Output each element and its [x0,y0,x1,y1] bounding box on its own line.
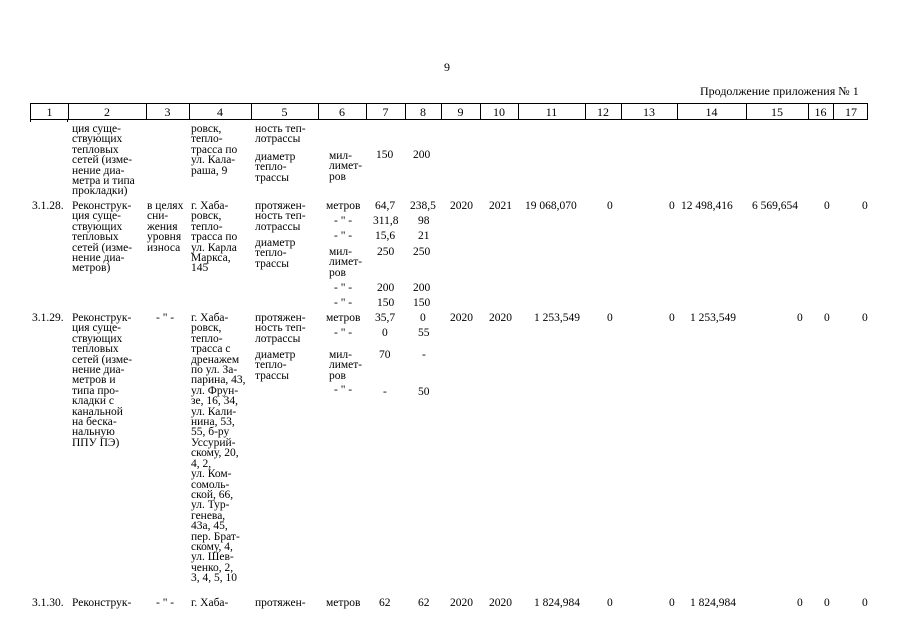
row-128-param-length: протяжен- ность теп- лотрассы [255,200,306,233]
row-129-col17: 0 [862,312,868,324]
header-cell: 1 [46,105,53,119]
row-128-unit-rep: - " - [334,282,353,294]
table-header [30,103,868,120]
row-130-address: г. Хаба- [191,597,229,609]
row-128-col17: 0 [862,200,868,212]
row-129-unit-m: метров [326,312,361,324]
cont-unit-mm: мил- лимет- ров [329,150,363,183]
header-cell: 12 [597,105,609,119]
row-130-col7-value: 62 [379,597,391,609]
row-130-col15: 0 [797,597,803,609]
row-128-col8-value: 98 [418,215,430,227]
row-129-col8-value: 50 [418,386,430,398]
header-cell: 4 [217,105,223,119]
row-128-col8-value: 250 [413,246,431,258]
row-129-param-length: протяжен- ность теп- лотрассы [255,312,306,345]
row-129-col14: 1 253,549 [690,312,736,324]
row-128-total: 19 068,070 [525,200,577,212]
header-cell: 13 [643,105,655,119]
row-128-col12: 0 [607,200,613,212]
row-130-number: 3.1.30. [32,597,64,609]
row-128-col8-value: 150 [413,297,431,309]
header-cell: 17 [845,105,857,119]
cont-col8: 200 [413,149,431,161]
cont-name: ция суще- ствующих тепловых сетей (изме- нение диа- метра и типа прокладки) [72,123,135,198]
page-number: 9 [444,60,450,74]
row-128-unit-mm: мил- лимет- ров [329,246,363,279]
row-129-goal: - " - [156,312,175,324]
row-130-col8-value: 62 [418,597,430,609]
row-128-col8-value: 21 [418,230,430,242]
row-129-col8-value: 55 [418,327,430,339]
row-129-col12: 0 [607,312,613,324]
row-128-col7-value: 150 [377,297,395,309]
row-129-col16: 0 [824,312,830,324]
header-cell: 5 [281,105,288,119]
row-128-goal: в целях сни- жения уровня износа [147,200,184,254]
header-cell: 8 [420,105,426,119]
header-cell: 3 [164,105,171,119]
row-130-year-start: 2020 [450,597,473,609]
cont-col7: 150 [376,149,394,161]
row-128-col7-value: 311,8 [373,215,399,227]
row-128-unit-m: метров [326,200,361,212]
row-128-year-end: 2021 [489,200,512,212]
row-129-col8-value: - [422,349,426,361]
row-129-col15: 0 [797,312,803,324]
row-128-col15: 6 569,654 [752,200,798,212]
header-cell: 16 [814,105,827,119]
row-128-col7-value: 15,6 [375,230,396,242]
row-129-col7-value: 70 [379,349,391,361]
row-128-param-diameter: диаметр тепло- трассы [255,237,296,270]
row-130-col14: 1 824,984 [690,597,736,609]
header-cell: 14 [705,105,718,119]
row-128-unit-rep: - " - [334,215,353,227]
row-128-unit-rep: - " - [334,230,353,242]
row-130-col12: 0 [607,597,613,609]
row-129-address: г. Хаба- ровск, тепло- трасса с дренажем по ул. За- парина, 43, ул. Фрун- зе, 16, 34, ул. Кали- нина, 53, 55, б-ру Уссурий- скому, 20, 4, 2, ул. Ком- сомоль- ской, 66, ул. Тур- генева, 43а, 45, пер. Брат- скому, 4, ул. Шев- ченко, 2, 3, 4, 5, 10 [191,312,246,585]
row-128-number: 3.1.28. [32,200,64,212]
cont-address: ровск, тепло- трасса по ул. Кала- раша, 9 [191,123,238,177]
row-129-name: Реконструк- ция суще- ствующих тепловых сетей (изме- нение диа- метров и типа про- кладки с канальной на беска- нальную ППУ ПЭ) [72,312,133,449]
row-129-unit-mm: мил- лимет- ров [329,349,363,382]
row-128-address: г. Хаба- ровск, тепло- трасса по ул. Карла Маркса, 145 [191,200,238,275]
column-divider [67,120,68,122]
row-130-col16: 0 [824,597,830,609]
row-130-name: Реконструк- [72,597,132,609]
row-130-year-end: 2020 [489,597,512,609]
header-cell: 11 [545,105,558,119]
appendix-caption: Продолжение приложения № 1 [700,84,859,98]
row-128-col7-value: 200 [377,282,395,294]
row-129-year-end: 2020 [489,312,512,324]
cont-param-diameter: диаметр тепло- трассы [255,151,296,184]
row-128-unit-rep: - " - [334,297,353,309]
row-128-col14: 12 498,416 [681,200,733,212]
header-cell: 2 [104,105,110,119]
row-129-unit-rep: - " - [334,327,353,339]
row-128-col8-value: 238,5 [410,200,436,212]
row-129-number: 3.1.29. [32,312,64,324]
row-129-col8-value: 0 [420,312,426,324]
row-128-col16: 0 [824,200,830,212]
header-cell: 15 [771,105,783,119]
header-cell: 9 [457,105,464,119]
row-129-unit-rep: - " - [334,384,353,396]
row-130-param-length: протяжен- [255,597,306,609]
row-130-total: 1 824,984 [534,597,580,609]
row-130-goal: - " - [156,597,175,609]
row-129-year-start: 2020 [450,312,473,324]
row-128-col13: 0 [669,200,675,212]
cont-param-length: ность теп- лотрассы [255,123,306,146]
row-130-col13: 0 [669,597,675,609]
row-129-col7-value: - [383,386,387,398]
row-129-col7-value: 0 [382,327,388,339]
row-128-col7-value: 250 [377,246,395,258]
column-divider [30,120,31,122]
row-129-col7-value: 35,7 [375,312,396,324]
row-130-col17: 0 [862,597,868,609]
row-129-param-diameter: диаметр тепло- трассы [255,349,296,382]
header-cell: 6 [339,105,345,119]
row-128-col7-value: 64,7 [375,200,396,212]
row-128-name: Реконструк- ция суще- ствующих тепловых сетей (изме- нение диа- метров) [72,200,133,275]
row-128-year-start: 2020 [450,200,473,212]
header-cell: 7 [382,105,389,119]
header-cell: 10 [493,105,505,119]
row-129-col13: 0 [669,312,675,324]
row-129-total: 1 253,549 [534,312,580,324]
row-128-col8-value: 200 [413,282,431,294]
row-130-unit-m: метров [326,597,361,609]
